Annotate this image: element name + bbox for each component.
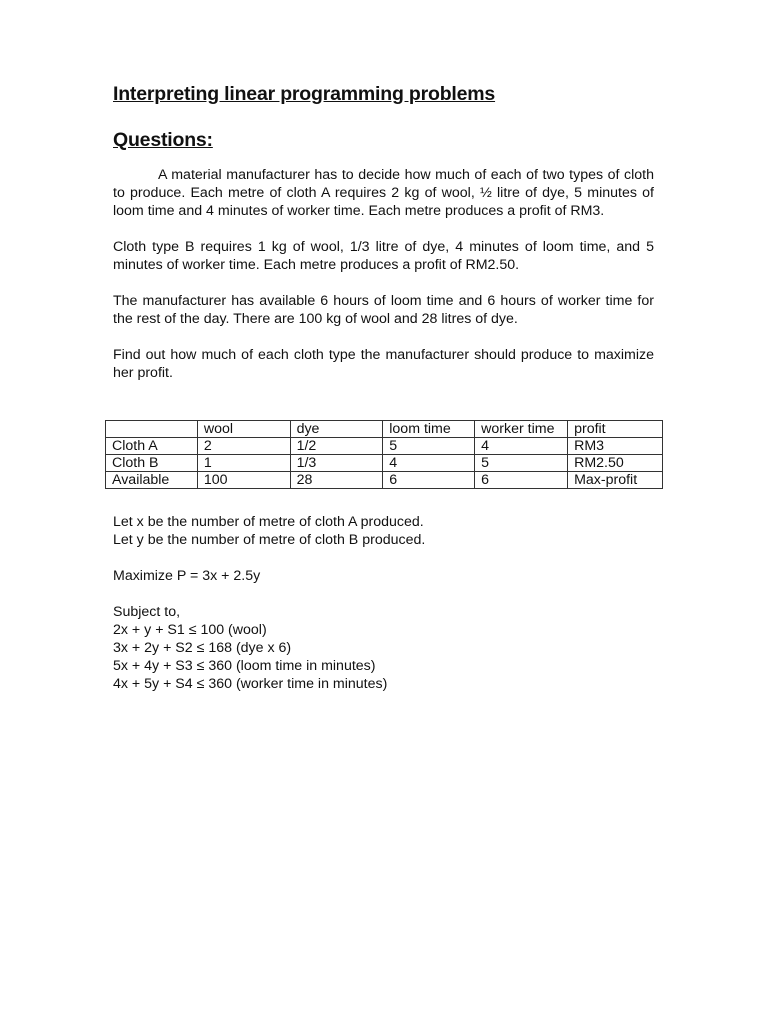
document-body	[113, 80, 654, 382]
formulation-section	[113, 513, 654, 693]
constraint-loom-time: 5x + 4y + S3 ≤ 360 (loom time in minutes)	[113, 658, 376, 674]
table-header-cell: dye	[290, 421, 383, 438]
table-header-cell: loom time	[383, 421, 475, 438]
table-header-row	[106, 421, 663, 438]
table-cell: RM2.50	[568, 455, 663, 472]
table-cell: Max-profit	[568, 472, 663, 489]
constraint-dye: 3x + 2y + S2 ≤ 168 (dye x 6)	[113, 640, 292, 656]
problem-paragraph-3: The manufacturer has available 6 hours of loom time and 6 hours of worker time for the rest of the day. There are 100 kg of wool and 28 litres of dye.	[113, 293, 654, 327]
table-cell: 6	[383, 472, 475, 489]
table-cell: 100	[197, 472, 290, 489]
table-cell: 1	[197, 455, 290, 472]
table-cell: Available	[106, 472, 198, 489]
document-title: Interpreting linear programming problems	[113, 83, 496, 105]
definition-x: Let x be the number of metre of cloth A produced.	[113, 514, 424, 530]
table-cell: RM3	[568, 438, 663, 455]
definition-y: Let y be the number of metre of cloth B produced.	[113, 532, 426, 548]
table-row	[106, 455, 663, 472]
table-row	[106, 438, 663, 455]
table-cell: 5	[383, 438, 475, 455]
table-header-cell: wool	[197, 421, 290, 438]
constraint-wool: 2x + y + S1 ≤ 100 (wool)	[113, 622, 267, 638]
problem-paragraph-4: Find out how much of each cloth type the manufacturer should produce to maximize her profit.	[113, 347, 654, 381]
table-cell: 1/3	[290, 455, 383, 472]
problem-paragraph-1: A material manufacturer has to decide how much of each of two types of cloth to produce. Each metre of cloth A requires 2 kg of wool, ½ litre of dye, 5 minutes of loom time and 4 minutes of worker time. Each metre produces a profit of RM3.	[113, 167, 654, 219]
table-header-cell: profit	[568, 421, 663, 438]
resource-table	[105, 420, 663, 489]
table-header-cell: worker time	[475, 421, 568, 438]
objective-function: Maximize P = 3x + 2.5y	[113, 568, 261, 584]
table-row	[106, 472, 663, 489]
problem-paragraph-2: Cloth type B requires 1 kg of wool, 1/3 litre of dye, 4 minutes of loom time, and 5 minutes of worker time. Each metre produces a profit of RM2.50.	[113, 239, 654, 273]
table-cell: Cloth A	[106, 438, 198, 455]
table-cell: 4	[475, 438, 568, 455]
table-cell: 28	[290, 472, 383, 489]
constraint-worker-time: 4x + 5y + S4 ≤ 360 (worker time in minutes)	[113, 676, 388, 692]
table-cell: Cloth B	[106, 455, 198, 472]
table-cell: 1/2	[290, 438, 383, 455]
table-header-cell	[106, 421, 198, 438]
questions-heading: Questions:	[113, 129, 213, 151]
subject-to-label: Subject to,	[113, 604, 181, 620]
table-cell: 5	[475, 455, 568, 472]
table-cell: 4	[383, 455, 475, 472]
table-cell: 2	[197, 438, 290, 455]
table-cell: 6	[475, 472, 568, 489]
